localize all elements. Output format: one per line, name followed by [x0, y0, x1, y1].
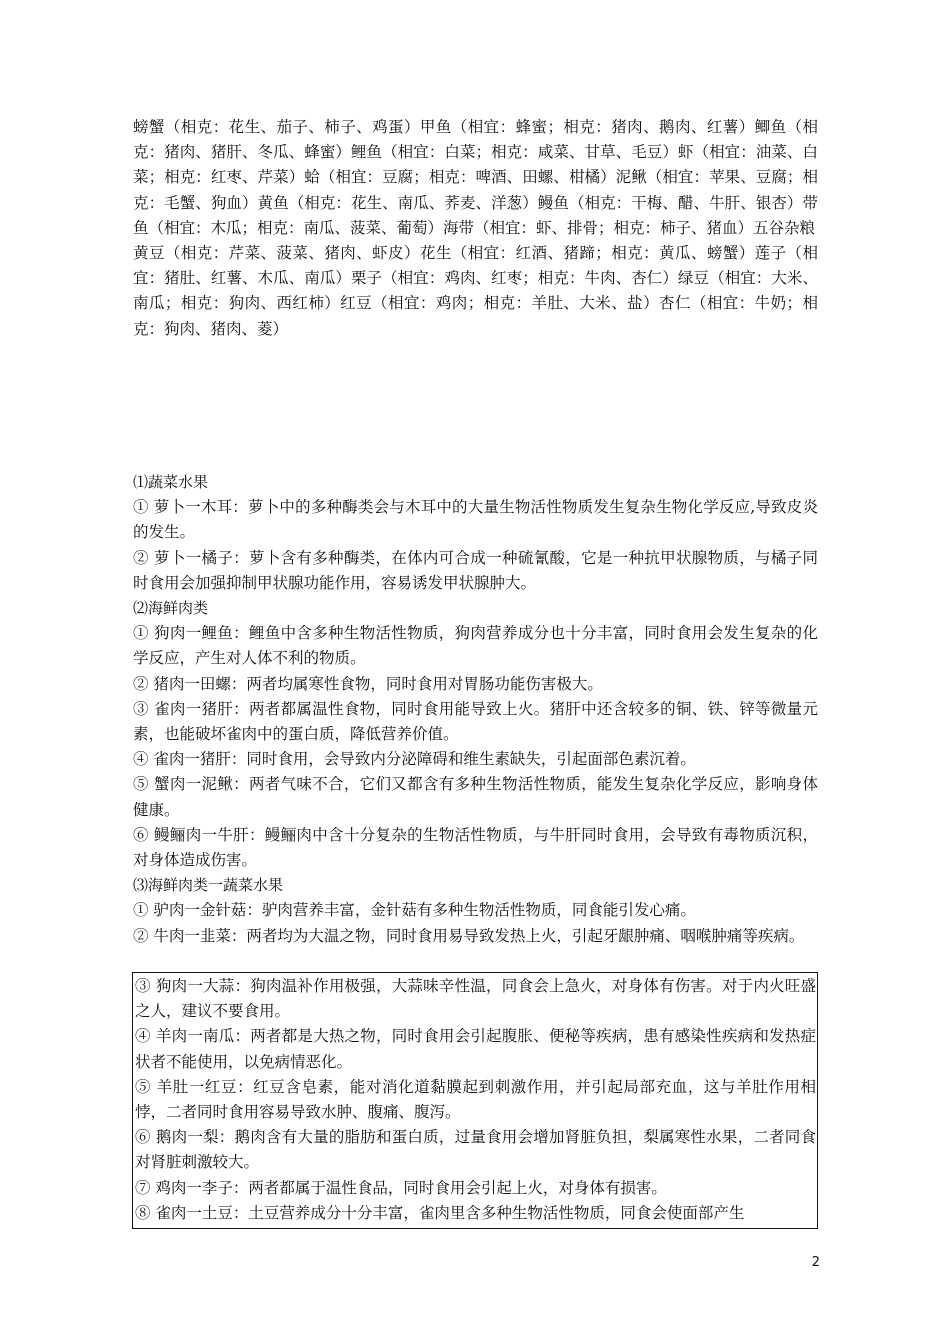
list-item: ⑥ 鳗鲡肉一牛肝：鳗鲡肉中含十分复杂的生物活性物质，与牛肝同时食用，会导致有毒物质沉积，对身体造成伤害。 — [133, 825, 818, 870]
food-compatibility-list — [133, 115, 818, 342]
list-item: ⑤ 羊肚一红豆：红豆含皂素，能对消化道黏膜起到刺激作用，并引起局部充血，这与羊肚作用相悖，二者同时食用容易导致水肿、腹痛、腹泻。 — [135, 1077, 816, 1122]
list-item: ④ 羊肉一南瓜：两者都是大热之物，同时食用会引起腹胀、便秘等疾病，患有感染性疾病和发热症状者不能使用，以免病情恶化。 — [135, 1027, 816, 1071]
list-item: ① 萝卜一木耳：萝卜中的多种酶类会与木耳中的大量生物活性物质发生复杂生物化学反应,导致皮炎的发生。 — [133, 498, 818, 542]
list-item: ③ 雀肉一猪肝：两者都属温性食物，同时食用能导致上火。猪肝中还含较多的铜、铁、锌等微量元素，也能破坏雀肉中的蛋白质，降低营养价值。 — [133, 699, 818, 744]
section-heading-seafood-meat-vegetables: ⑶海鲜肉类一蔬菜水果 — [133, 876, 284, 895]
list-item: ② 萝卜一橘子：萝卜含有多种酶类，在体内可合成一种硫氰酸，它是一种抗甲状腺物质，与橘子同时食用会加强抑制甲状腺功能作用，容易诱发甲状腺肿大。 — [133, 548, 818, 592]
page-number: 2 — [811, 1255, 820, 1270]
list-item: ② 牛肉一韭菜：两者均为大温之物，同时食用易导致发热上火，引起牙龈肿痛、咽喉肿痛等疾病。 — [133, 926, 805, 945]
list-item: ① 驴肉一金针菇：驴肉营养丰富，金针菇有多种生物活性物质，同食能引发心痛。 — [133, 901, 696, 920]
list-item: ⑧ 雀肉一土豆：土豆营养成分十分丰富，雀肉里含多种生物活性物质，同食会使面部产生 — [135, 1203, 745, 1222]
incompatible-food-explanations — [133, 470, 818, 949]
list-item: ② 猪肉一田螺：两者均属寒性食物，同时食用对胃肠功能伤害极大。 — [133, 674, 603, 693]
boxed-explanations — [132, 972, 818, 1229]
list-item: ① 狗肉一鲤鱼：鲤鱼中含多种生物活性物质，狗肉营养成分也十分丰富，同时食用会发生复杂的化学反应，产生对人体不利的物质。 — [133, 624, 818, 668]
section-heading-seafood-meat: ⑵海鲜肉类 — [133, 599, 209, 618]
list-item: ④ 雀肉一猪肝：同时食用，会导致内分泌障碍和维生素缺失，引起面部色素沉着。 — [133, 750, 696, 769]
list-item: ⑥ 鹅肉一梨：鹅肉含有大量的脂肪和蛋白质，过量食用会增加肾脏负担，梨属寒性水果，二者同食对肾脏刺激较大。 — [135, 1128, 816, 1172]
section-heading-vegetables-fruits: ⑴蔬菜水果 — [133, 473, 209, 491]
seafood-compatibility-paragraph: 螃蟹（相克：花生、茄子、柿子、鸡蛋）甲鱼（相宜：蜂蜜；相克：猪肉、鹅肉、红薯）鲫鱼（相克：猪肉、猪肝、冬瓜、蜂蜜）鲤鱼（相宜：白菜；相克：咸菜、甘草、毛豆）虾（相宜：油菜、白菜；相克：红枣、芹菜）蛤（相宜：豆腐；相克：啤酒、田螺、柑橘）泥鳅（相宜：苹果、豆腐；相克：毛蟹、狗血）黄鱼（相克：花生、南瓜、荞麦、洋葱）鳗鱼（相克：干梅、醋、牛肝、银杏）带鱼（相宜：木瓜；相克：南瓜、菠菜、葡萄）海带（相宜：虾、排骨；相克：柿子、猪血）五谷杂粮 — [133, 118, 818, 237]
list-item: ③ 狗肉一大蒜：狗肉温补作用极强，大蒜味辛性温，同食会上急火，对身体有伤害。对于内火旺盛之人，建议不要食用。 — [135, 977, 816, 1021]
list-item: ⑤ 蟹肉一泥鳅：两者气味不合，它们又都含有多种生物活性物质，能发生复杂化学反应，影响身体健康。 — [133, 775, 818, 819]
grain-compatibility-paragraph: 黄豆（相克：芹菜、菠菜、猪肉、虾皮）花生（相宜：红酒、猪蹄；相克：黄瓜、螃蟹）莲子（相宜：猪肚、红薯、木瓜、南瓜）栗子（相宜：鸡肉、红枣；相克：牛肉、杏仁）绿豆（相宜：大米、南瓜；相克：狗肉、西红柿）红豆（相宜：鸡肉；相克：羊肚、大米、盐）杏仁（相宜：牛奶；相克：狗肉、猪肉、菱） — [133, 244, 818, 338]
list-item: ⑦ 鸡肉一李子：两者都属于温性食品，同时食用会引起上火，对身体有损害。 — [135, 1178, 667, 1197]
